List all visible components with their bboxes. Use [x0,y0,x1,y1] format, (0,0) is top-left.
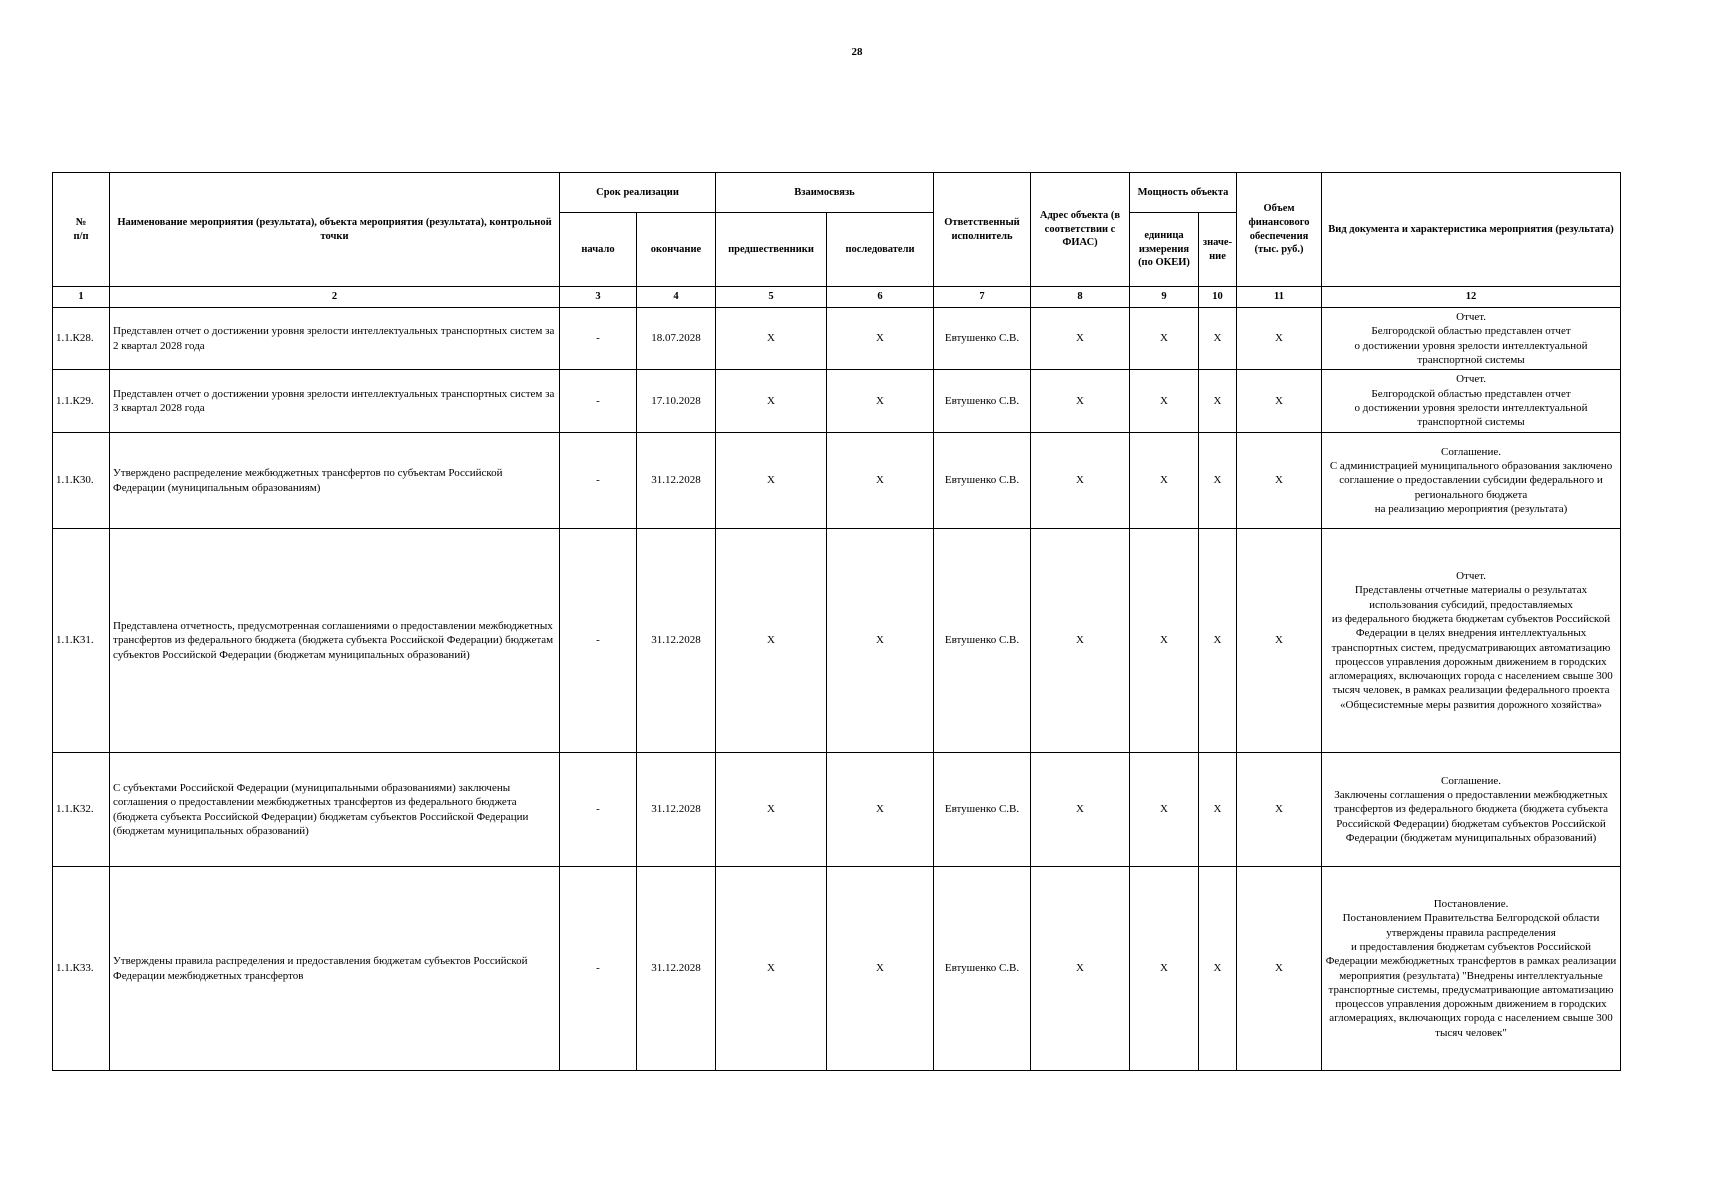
row-document: Соглашение. Заключены соглашения о предоставлении межбюджетных трансфертов из федерального бюджета (бюджета субъекта Российской Федерации) бюджетам субъектов Российской Федерации (бюджетам муниципальных образований) [1322,753,1621,867]
row-address: X [1031,753,1130,867]
row-document: Отчет. Белгородской областью представлен отчет о достижении уровня зрелости интеллектуальной транспортной системы [1322,308,1621,370]
row-successors: X [827,370,934,433]
row-name: С субъектами Российской Федерации (муниципальными образованиями) заключены соглашения о предоставлении межбюджетных трансфертов из федерального бюджета (бюджета субъекта Российской Федерации) бюджетам субъектов Российской Федерации (бюджетам муниципальных образований) [110,753,560,867]
header-responsible: Ответственный исполнитель [934,173,1031,287]
header-doctype: Вид документа и характеристика мероприятия (результата) [1322,173,1621,287]
row-predecessors: X [716,529,827,753]
header-end: окончание [637,213,716,287]
row-end: 18.07.2028 [637,308,716,370]
table-row [53,753,1621,867]
row-finance: X [1237,529,1322,753]
row-end: 31.12.2028 [637,529,716,753]
row-end: 17.10.2028 [637,370,716,433]
row-responsible: Евтушенко С.В. [934,370,1031,433]
row-number: 1.1.К31. [53,529,110,753]
row-unit: X [1130,753,1199,867]
row-number: 1.1.К32. [53,753,110,867]
page-number: 28 [851,46,863,58]
plan-table [52,172,1621,1071]
row-name: Представлен отчет о достижении уровня зрелости интеллектуальных транспортных систем за 3 квартал 2028 года [110,370,560,433]
row-value: X [1199,867,1237,1071]
table-row [53,370,1621,433]
row-successors: X [827,308,934,370]
row-responsible: Евтушенко С.В. [934,433,1031,529]
column-number-row [53,287,1621,308]
column-number: 12 [1322,287,1621,308]
column-number: 1 [53,287,110,308]
row-unit: X [1130,867,1199,1071]
row-start: - [560,308,637,370]
row-value: X [1199,370,1237,433]
row-address: X [1031,433,1130,529]
row-document: Отчет. Представлены отчетные материалы о результатах использования субсидий, предоставляемых из федерального бюджета бюджетам субъектов Российской Федерации в целях внедрения интеллектуальных транспортных систем, предусматривающих автоматизацию процессов управления дорожным движением в городских агломерациях, включающих города с населением свыше 300 тысяч человек, в рамках реализации федерального проекта «Общесистемные меры развития дорожного хозяйства» [1322,529,1621,753]
row-finance: X [1237,753,1322,867]
table-row [53,308,1621,370]
row-predecessors: X [716,370,827,433]
row-document: Отчет. Белгородской областью представлен отчет о достижении уровня зрелости интеллектуальной транспортной системы [1322,370,1621,433]
row-unit: X [1130,308,1199,370]
row-successors: X [827,433,934,529]
row-value: X [1199,529,1237,753]
row-name: Представлена отчетность, предусмотренная соглашениями о предоставлении межбюджетных трансфертов из федерального бюджета (бюджета субъекта Российской Федерации) бюджетам субъектов Российской Федерации (бюджетам муниципальных образований) [110,529,560,753]
row-end: 31.12.2028 [637,433,716,529]
row-value: X [1199,753,1237,867]
column-number: 5 [716,287,827,308]
row-responsible: Евтушенко С.В. [934,867,1031,1071]
row-document: Соглашение. С администрацией муниципального образования заключено соглашение о предоставлении субсидии федерального и регионального бюджета на реализацию мероприятия (результата) [1322,433,1621,529]
header-capacity: Мощность объекта [1130,173,1237,213]
row-name: Утверждено распределение межбюджетных трансфертов по субъектам Российской Федерации (муниципальным образованиям) [110,433,560,529]
row-address: X [1031,867,1130,1071]
row-predecessors: X [716,867,827,1071]
header-finance: Объем финансового обеспечения (тыс. руб.) [1237,173,1322,287]
row-predecessors: X [716,308,827,370]
table-row [53,529,1621,753]
row-name: Утверждены правила распределения и предоставления бюджетам субъектов Российской Федерации межбюджетных трансфертов [110,867,560,1071]
column-number: 6 [827,287,934,308]
header-term: Срок реализации [560,173,716,213]
row-number: 1.1.К33. [53,867,110,1071]
row-start: - [560,529,637,753]
row-finance: X [1237,308,1322,370]
row-address: X [1031,529,1130,753]
row-finance: X [1237,433,1322,529]
header-value: значе-ние [1199,213,1237,287]
header-num: № п/п [53,173,110,287]
row-start: - [560,433,637,529]
row-end: 31.12.2028 [637,867,716,1071]
row-finance: X [1237,370,1322,433]
row-responsible: Евтушенко С.В. [934,529,1031,753]
row-value: X [1199,433,1237,529]
header-link: Взаимосвязь [716,173,934,213]
row-successors: X [827,867,934,1071]
row-start: - [560,867,637,1071]
row-start: - [560,753,637,867]
table-row [53,433,1621,529]
row-responsible: Евтушенко С.В. [934,753,1031,867]
row-unit: X [1130,433,1199,529]
header-unit: единица измерения (по ОКЕИ) [1130,213,1199,287]
row-start: - [560,370,637,433]
row-successors: X [827,529,934,753]
row-unit: X [1130,370,1199,433]
header-name: Наименование мероприятия (результата), объекта мероприятия (результата), контрольной точки [110,173,560,287]
row-successors: X [827,753,934,867]
table-row [53,867,1621,1071]
header-address: Адрес объекта (в соответствии с ФИАС) [1031,173,1130,287]
row-unit: X [1130,529,1199,753]
column-number: 10 [1199,287,1237,308]
row-address: X [1031,370,1130,433]
row-number: 1.1.К30. [53,433,110,529]
row-responsible: Евтушенко С.В. [934,308,1031,370]
column-number: 11 [1237,287,1322,308]
row-predecessors: X [716,433,827,529]
row-name: Представлен отчет о достижении уровня зрелости интеллектуальных транспортных систем за 2 квартал 2028 года [110,308,560,370]
row-number: 1.1.К29. [53,370,110,433]
row-value: X [1199,308,1237,370]
row-end: 31.12.2028 [637,753,716,867]
header-successors: последователи [827,213,934,287]
row-predecessors: X [716,753,827,867]
header-predecessors: предшественники [716,213,827,287]
row-document: Постановление. Постановлением Правительства Белгородской области утверждены правила распределения и предоставления бюджетам субъектов Российской Федерации межбюджетных трансфертов в рамках реализации мероприятия (результата) "Внедрены интеллектуальные транспортные системы, предусматривающие автоматизацию процессов управления дорожным движением в городских агломерациях, включающих города с населением свыше 300 тысяч человек" [1322,867,1621,1071]
header-start: начало [560,213,637,287]
column-number: 7 [934,287,1031,308]
column-number: 2 [110,287,560,308]
column-number: 4 [637,287,716,308]
row-number: 1.1.К28. [53,308,110,370]
column-number: 9 [1130,287,1199,308]
column-number: 8 [1031,287,1130,308]
row-address: X [1031,308,1130,370]
row-finance: X [1237,867,1322,1071]
column-number: 3 [560,287,637,308]
